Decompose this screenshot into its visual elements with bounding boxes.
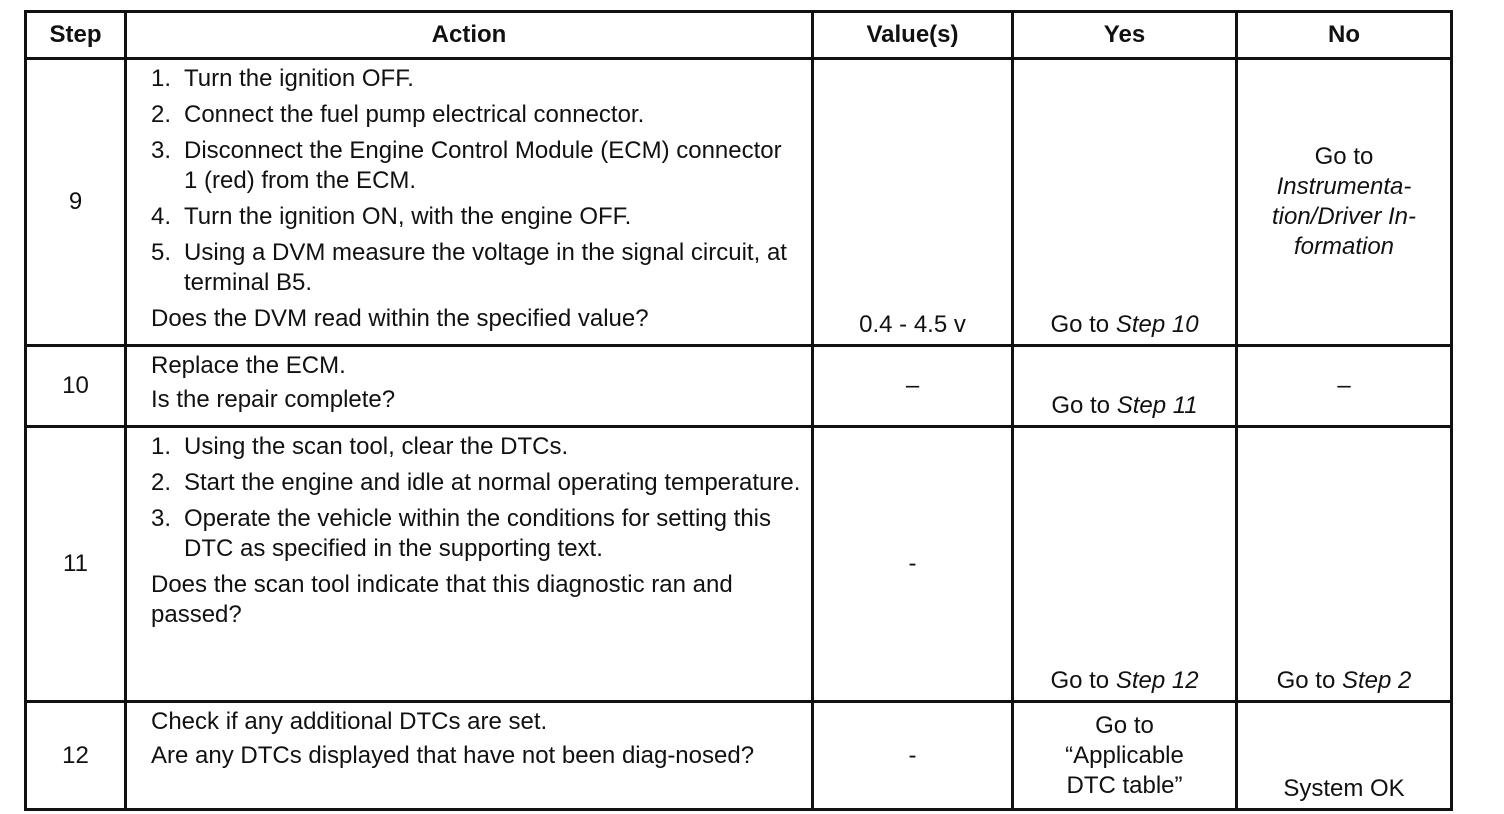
action-cell [126, 59, 813, 346]
yes-cell: Go to Step 10 [1013, 59, 1237, 346]
action-question: Does the scan tool indicate that this diagnostic ran and passed? [151, 571, 733, 628]
action-item: 4. Turn the ignition ON, with the engine OFF. [151, 203, 632, 230]
action-cell: Replace the ECM. Is the repair complete? [126, 346, 813, 427]
diagnostic-table [24, 10, 1453, 811]
no-cell: – [1237, 346, 1452, 427]
header-yes: Yes [1013, 12, 1237, 59]
value-cell: - [813, 702, 1013, 810]
action-item: 2. Start the engine and idle at normal operating temperature. [151, 469, 801, 496]
yes-cell: Go to Step 11 [1013, 346, 1237, 427]
action-question: Does the DVM read within the specified value? [151, 305, 649, 332]
table-row-step-11 [26, 427, 1452, 702]
action-item: 3. Disconnect the Engine Control Module (ECM) connector 1 (red) from the ECM. [151, 137, 782, 194]
yes-cell: Go to Step 12 [1013, 427, 1237, 702]
yes-cell: Go to “Applicable DTC table” [1013, 702, 1237, 810]
no-cell: Go to Step 2 [1237, 427, 1452, 702]
table-row-step-10 [26, 346, 1452, 427]
action-item: 1. Using the scan tool, clear the DTCs. [151, 433, 569, 460]
no-cell: Go to Instrumenta- tion/Driver In- formation [1237, 59, 1452, 346]
header-action: Action [126, 12, 813, 59]
header-no: No [1237, 12, 1452, 59]
table-row-step-12 [26, 702, 1452, 810]
value-cell: 0.4 - 4.5 v [813, 59, 1013, 346]
value-cell: – [813, 346, 1013, 427]
header-step: Step [26, 12, 126, 59]
step-number: 12 [26, 702, 126, 810]
action-item: 5. Using a DVM measure the voltage in the signal circuit, at terminal B5. [151, 239, 787, 296]
header-row [26, 12, 1452, 59]
action-cell [126, 427, 813, 702]
action-item: 1. Turn the ignition OFF. [151, 65, 414, 92]
action-cell: Check if any additional DTCs are set. Are any DTCs displayed that have not been diag-nosed? [126, 702, 813, 810]
no-cell: System OK [1237, 702, 1452, 810]
step-number: 10 [26, 346, 126, 427]
action-item: 3. Operate the vehicle within the conditions for setting this DTC as specified in the supporting text. [151, 505, 771, 562]
value-cell: - [813, 427, 1013, 702]
table-row-step-9 [26, 59, 1452, 346]
header-values: Value(s) [813, 12, 1013, 59]
step-number: 9 [26, 59, 126, 346]
step-number: 11 [26, 427, 126, 702]
action-item: 2. Connect the fuel pump electrical connector. [151, 101, 645, 128]
